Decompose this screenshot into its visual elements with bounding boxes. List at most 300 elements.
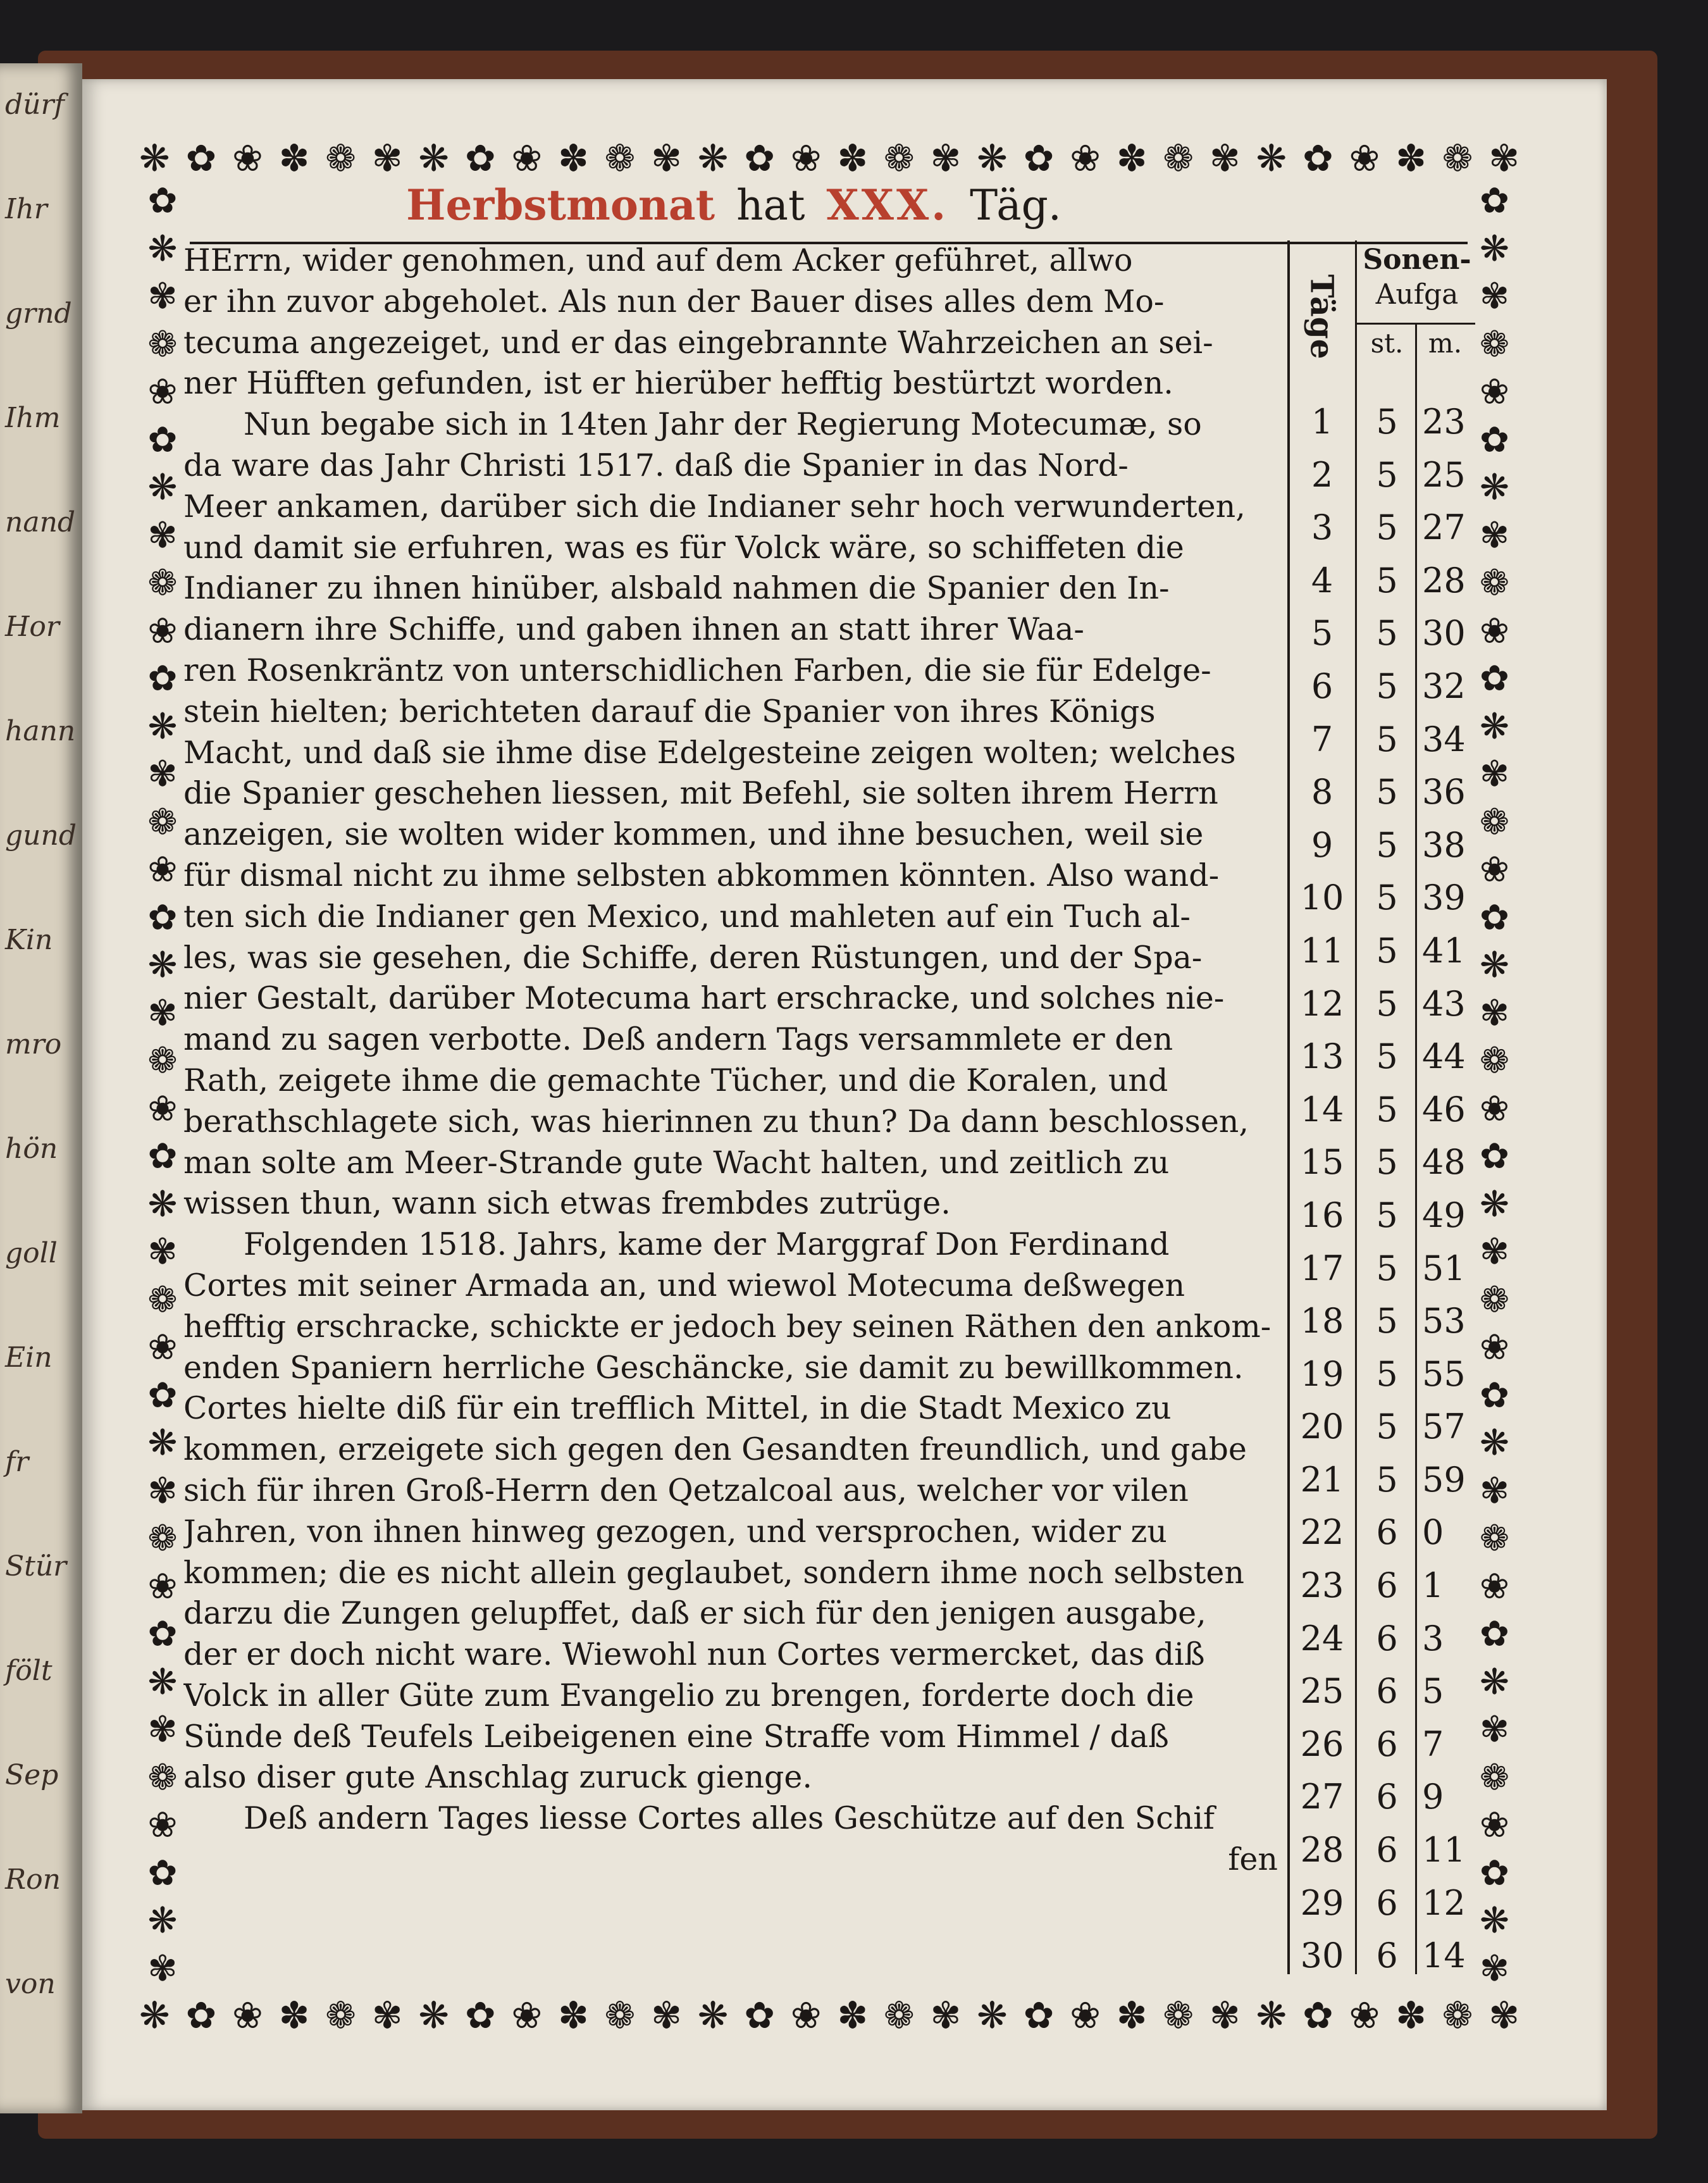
ornament-glyph: ❁	[1480, 323, 1509, 365]
ornament-glyph: ✾	[371, 1994, 402, 2037]
minute-cell: 23	[1422, 402, 1466, 442]
ornament-glyph: ❋	[1480, 1900, 1509, 1941]
ornament-glyph: ✾	[1480, 514, 1509, 556]
sunrise-table	[1290, 395, 1480, 1982]
table-row	[1290, 501, 1480, 554]
ornament-glyph: ✾	[930, 1994, 960, 2037]
ornament-glyph: ✿	[185, 1994, 216, 2037]
page-header	[190, 180, 1278, 244]
margin-note: Sep	[5, 1759, 59, 1791]
table-row	[1290, 819, 1480, 872]
minute-cell: 38	[1422, 824, 1466, 865]
ornament-glyph: ❁	[884, 137, 913, 180]
hour-cell: 5	[1376, 1195, 1398, 1235]
ornament-glyph: ❋	[147, 1422, 178, 1464]
minute-cell: 14	[1422, 1936, 1466, 1976]
ornament-glyph: ❀	[1349, 1994, 1379, 2037]
minute-cell: 43	[1422, 983, 1466, 1024]
text-line: Nun begabe sich in 14ten Jahr der Regierung Motecumæ, so	[244, 406, 1202, 443]
day-cell: 1	[1311, 402, 1334, 442]
ornament-glyph: ❀	[147, 1805, 178, 1846]
margin-note: fölt	[5, 1655, 53, 1687]
hour-column-label: st.	[1370, 328, 1404, 359]
minute-cell: 1	[1422, 1565, 1444, 1606]
day-cell: 10	[1300, 878, 1344, 918]
ornament-glyph: ❋	[1480, 706, 1509, 747]
minute-cell: 32	[1422, 666, 1466, 706]
text-line: man solte am Meer-Strande gute Wacht halten, und zeitlich zu	[183, 1144, 1170, 1181]
text-line: Sünde deß Teufels Leibeigenen eine Straffe vom Himmel / daß	[183, 1718, 1169, 1755]
text-line: wissen thun, wann sich etwas frembdes zutrüge.	[183, 1185, 951, 1222]
ornament-glyph: ❁	[884, 1994, 913, 2037]
day-cell: 24	[1300, 1618, 1344, 1658]
table-row	[1290, 1612, 1480, 1665]
hour-cell: 5	[1376, 824, 1398, 865]
day-cell: 2	[1311, 454, 1334, 495]
text-line: anzeigen, sie wolten wider kommen, und ihne besuchen, weil sie	[183, 816, 1204, 853]
hour-cell: 6	[1376, 1512, 1398, 1553]
margin-note: goll	[5, 1237, 58, 1269]
hour-cell: 5	[1376, 666, 1398, 706]
day-cell: 17	[1300, 1248, 1344, 1288]
ornament-glyph: ❋	[418, 137, 448, 180]
day-cell: 7	[1311, 719, 1334, 759]
text-line: ren Rosenkräntz von unterschidlichen Farben, die sie für Edelge-	[183, 652, 1211, 688]
day-cell: 26	[1300, 1724, 1344, 1764]
day-cell: 13	[1300, 1036, 1344, 1077]
ornament-glyph: ✽	[837, 137, 867, 180]
ornament-glyph: ❁	[1163, 1994, 1192, 2037]
ornament-glyph: ❁	[325, 1994, 355, 2037]
ornament-glyph: ❀	[511, 1994, 541, 2037]
ornament-glyph: ❋	[1480, 945, 1509, 986]
text-line: nier Gestalt, darüber Motecuma hart erschracke, und solches nie-	[183, 980, 1225, 1017]
text-line: und damit sie erfuhren, was es für Volck wäre, so schiffeten die	[183, 529, 1184, 566]
ornament-glyph: ❀	[147, 1327, 178, 1368]
table-row	[1290, 660, 1480, 713]
ornament-glyph: ✿	[147, 897, 178, 938]
ornament-glyph: ✿	[147, 419, 178, 461]
ornament-glyph: ✿	[1480, 1374, 1509, 1416]
table-row	[1290, 1136, 1480, 1189]
ornament-glyph: ✾	[930, 137, 960, 180]
ornament-glyph: ✽	[1116, 1994, 1146, 2037]
minute-cell: 9	[1422, 1777, 1444, 1817]
previous-page-edge	[0, 63, 82, 2113]
table-row	[1290, 978, 1480, 1031]
ornament-glyph: ✿	[1303, 137, 1332, 180]
minute-cell: 46	[1422, 1089, 1466, 1129]
text-line: darzu die Zungen gelupffet, daß er sich für den jenigen ausgabe,	[183, 1595, 1206, 1632]
ornament-glyph: ✿	[1480, 1614, 1509, 1655]
hour-cell: 5	[1376, 1142, 1398, 1183]
margin-note: Ihm	[5, 402, 61, 434]
margin-note: hann	[5, 715, 76, 747]
minute-column-label: m.	[1428, 328, 1463, 359]
hour-cell: 6	[1376, 1882, 1398, 1923]
ornament-glyph: ❋	[147, 1661, 178, 1703]
ornament-glyph: ✿	[1023, 137, 1053, 180]
minute-cell: 27	[1422, 507, 1466, 548]
ornament-glyph: ✾	[147, 754, 178, 795]
day-cell: 18	[1300, 1301, 1344, 1341]
ornament-glyph: ✿	[1480, 658, 1509, 699]
text-line: für dismal nicht zu ihme selbsten abkommen könnten. Also wand-	[183, 857, 1220, 893]
hour-cell: 5	[1376, 1353, 1398, 1394]
hour-cell: 5	[1376, 878, 1398, 918]
minute-cell: 55	[1422, 1353, 1466, 1394]
table-row	[1290, 1770, 1480, 1824]
ornament-glyph: ✾	[651, 137, 681, 180]
ornament-glyph: ✿	[147, 1374, 178, 1416]
text-line: tecuma angezeiget, und er das eingebrannte Wahrzeichen an sei-	[183, 324, 1213, 361]
margin-note: Ein	[5, 1341, 53, 1374]
ornament-glyph: ❁	[1442, 137, 1472, 180]
text-line: hefftig erschracke, schickte er jedoch bey seinen Räthen den ankom-	[183, 1308, 1272, 1345]
text-line: sich für ihren Groß-Herrn den Qetzalcoal aus, welcher vor vilen	[183, 1472, 1189, 1508]
table-row	[1290, 1242, 1480, 1295]
ornament-glyph: ✾	[1488, 1994, 1518, 2037]
minute-cell: 28	[1422, 560, 1466, 600]
day-cell: 22	[1300, 1512, 1344, 1553]
day-cell: 20	[1300, 1407, 1344, 1447]
ornament-glyph: ❋	[1480, 1183, 1509, 1225]
ornament-glyph: ✾	[1480, 276, 1509, 317]
hour-cell: 5	[1376, 1248, 1398, 1288]
day-cell: 8	[1311, 772, 1334, 812]
table-row	[1290, 1824, 1480, 1877]
ornament-glyph: ❋	[1256, 1994, 1286, 2037]
table-row	[1290, 1665, 1480, 1718]
minute-cell: 25	[1422, 454, 1466, 495]
ornament-glyph: ❋	[977, 137, 1006, 180]
table-row	[1290, 1083, 1480, 1136]
minute-cell: 7	[1422, 1724, 1444, 1764]
day-column-label: Täge	[1303, 273, 1341, 359]
ornament-glyph: ✾	[371, 137, 402, 180]
ornament-glyph: ❋	[697, 1994, 727, 2037]
minute-cell: 51	[1422, 1248, 1466, 1288]
minute-cell: 49	[1422, 1195, 1466, 1235]
text-line: fen	[1228, 1841, 1278, 1878]
table-row	[1290, 554, 1480, 607]
minute-cell: 12	[1422, 1882, 1466, 1923]
hour-cell: 5	[1376, 1301, 1398, 1341]
ornament-glyph: ❋	[1480, 228, 1509, 270]
day-cell: 4	[1311, 560, 1334, 600]
ornament-glyph: ✾	[147, 1709, 178, 1750]
table-row	[1290, 1189, 1480, 1242]
text-line: mand zu sagen verbotte. Deß andern Tags versammlete er den	[183, 1021, 1173, 1058]
ornament-glyph: ❀	[790, 137, 820, 180]
ornament-glyph: ✽	[1395, 1994, 1425, 2037]
day-cell: 19	[1300, 1353, 1344, 1394]
ornament-border-left	[140, 180, 185, 1989]
ornament-glyph: ✽	[278, 137, 309, 180]
ornament-glyph: ❁	[1480, 1757, 1509, 1798]
day-cell: 5	[1311, 613, 1334, 654]
minute-cell: 34	[1422, 719, 1466, 759]
ornament-border-bottom	[139, 1993, 1518, 2037]
ornament-glyph: ✾	[1209, 137, 1239, 180]
ornament-glyph: ❀	[1480, 610, 1509, 652]
ornament-glyph: ❁	[1480, 801, 1509, 843]
ornament-glyph: ❀	[1349, 137, 1379, 180]
margin-note: nand	[5, 506, 76, 538]
table-row	[1290, 449, 1480, 502]
text-line: Meer ankamen, darüber sich die Indianer sehr hoch verwunderten,	[183, 488, 1246, 525]
ornament-glyph: ❀	[511, 137, 541, 180]
table-rule	[1287, 240, 1290, 1974]
hour-cell: 6	[1376, 1671, 1398, 1712]
ornament-glyph: ❀	[147, 610, 178, 652]
ornament-glyph: ❀	[1480, 1565, 1509, 1607]
ornament-glyph: ✾	[147, 992, 178, 1034]
day-cell: 30	[1300, 1936, 1344, 1976]
hour-cell: 5	[1376, 1036, 1398, 1077]
ornament-glyph: ❀	[147, 1088, 178, 1129]
ornament-glyph: ❀	[232, 1994, 262, 2037]
ornament-glyph: ❀	[1480, 371, 1509, 413]
text-line: kommen; die es nicht allein geglaubet, sondern ihme noch selbsten	[183, 1554, 1244, 1591]
margin-note: dürf	[5, 89, 65, 121]
ornament-glyph: ❋	[139, 1994, 169, 2037]
days-count-roman: XXX.	[826, 180, 949, 230]
ornament-glyph: ✿	[1480, 419, 1509, 461]
day-cell: 23	[1300, 1565, 1344, 1606]
minute-cell: 0	[1422, 1512, 1444, 1553]
day-column-header	[1290, 253, 1354, 380]
text-line: ner Hüfften gefunden, ist er hierüber hefftig bestürtzt worden.	[183, 365, 1173, 402]
margin-note: grnd	[5, 297, 72, 330]
hour-cell: 6	[1376, 1565, 1398, 1606]
text-line: enden Spaniern herrliche Geschäncke, sie damit zu bewillkommen.	[183, 1349, 1244, 1386]
day-cell: 29	[1300, 1882, 1344, 1923]
hour-cell: 5	[1376, 983, 1398, 1024]
day-cell: 21	[1300, 1459, 1344, 1500]
ornament-glyph: ✽	[1116, 137, 1146, 180]
text-line: Jahren, von ihnen hinweg gezogen, und versprochen, wider zu	[183, 1513, 1167, 1550]
ornament-glyph: ❋	[1480, 467, 1509, 508]
margin-note: mro	[5, 1028, 62, 1060]
table-row	[1290, 1295, 1480, 1348]
ornament-glyph: ❁	[147, 1279, 178, 1321]
ornament-glyph: ✾	[147, 1470, 178, 1512]
text-line: der er doch nicht ware. Wiewohl nun Cortes vermercket, das diß	[183, 1636, 1205, 1673]
ornament-glyph: ✾	[1480, 754, 1509, 795]
day-cell: 14	[1300, 1089, 1344, 1129]
margin-note: Ihr	[5, 193, 47, 225]
hour-cell: 6	[1376, 1724, 1398, 1764]
ornament-glyph: ❀	[147, 849, 178, 890]
minute-cell: 39	[1422, 878, 1466, 918]
header-has: hat	[736, 181, 805, 230]
ornament-glyph: ❁	[147, 1040, 178, 1081]
ornament-glyph: ❋	[147, 706, 178, 747]
ornament-glyph: ✿	[185, 137, 216, 180]
ornament-glyph: ❋	[147, 1900, 178, 1941]
minute-cell: 41	[1422, 930, 1466, 971]
ornament-glyph: ✿	[464, 137, 495, 180]
text-line: die Spanier geschehen liessen, mit Befehl, sie solten ihrem Herrn	[183, 775, 1218, 812]
text-line: dianern ihre Schiffe, und gaben ihnen an statt ihrer Waa-	[183, 611, 1084, 648]
ornament-glyph: ❋	[977, 1994, 1006, 2037]
ornament-glyph: ✾	[147, 514, 178, 556]
sunrise-header-line-2: Aufga	[1375, 278, 1459, 311]
table-row	[1290, 607, 1480, 660]
minute-cell: 3	[1422, 1618, 1444, 1658]
hour-cell: 6	[1376, 1936, 1398, 1976]
ornament-border-top	[139, 136, 1518, 180]
ornament-glyph: ✾	[1480, 992, 1509, 1034]
text-line: Deß andern Tages liesse Cortes alles Geschütze auf den Schif	[244, 1800, 1215, 1837]
ornament-glyph: ✾	[1480, 1948, 1509, 1989]
hour-cell: 5	[1376, 454, 1398, 495]
ornament-glyph: ❋	[1480, 1422, 1509, 1464]
ornament-glyph: ❀	[1480, 1088, 1509, 1129]
hour-cell: 5	[1376, 402, 1398, 442]
ornament-glyph: ✿	[147, 180, 178, 221]
ornament-glyph: ❋	[1256, 137, 1286, 180]
ornament-glyph: ❁	[1480, 1040, 1509, 1081]
ornament-glyph: ❁	[147, 563, 178, 604]
table-row	[1290, 1030, 1480, 1083]
minute-cell: 44	[1422, 1036, 1466, 1077]
ornament-glyph: ✽	[1395, 137, 1425, 180]
day-cell: 28	[1300, 1830, 1344, 1870]
day-cell: 9	[1311, 824, 1334, 865]
table-row	[1290, 1877, 1480, 1930]
month-name: Herbstmonat	[406, 180, 715, 230]
minute-cell: 30	[1422, 613, 1466, 654]
ornament-glyph: ❁	[325, 137, 355, 180]
text-line: Folgenden 1518. Jahrs, kame der Marggraf Don Ferdinand	[244, 1226, 1170, 1263]
ornament-glyph: ❁	[604, 1994, 634, 2037]
ornament-glyph: ❀	[790, 1994, 820, 2037]
text-line: HErrn, wider genohmen, und auf dem Acker geführet, allwo	[183, 242, 1133, 278]
minute-cell: 57	[1422, 1407, 1466, 1447]
ornament-glyph: ✿	[1480, 1852, 1509, 1894]
table-row	[1290, 1348, 1480, 1401]
hour-cell: 6	[1376, 1618, 1398, 1658]
text-line: er ihn zuvor abgeholet. Als nun der Bauer dises alles dem Mo-	[183, 283, 1165, 320]
minute-cell: 36	[1422, 772, 1466, 812]
ornament-glyph: ❁	[1442, 1994, 1472, 2037]
ornament-glyph: ❀	[147, 371, 178, 413]
margin-note: hön	[5, 1133, 58, 1165]
text-line: Volck in aller Güte zum Evangelio zu brengen, forderte doch die	[183, 1677, 1194, 1713]
ornament-glyph: ❀	[1480, 1327, 1509, 1368]
table-row	[1290, 924, 1480, 978]
hour-cell: 6	[1376, 1830, 1398, 1870]
ornament-glyph: ❀	[1070, 1994, 1099, 2037]
day-cell: 6	[1311, 666, 1334, 706]
days-word: Täg.	[970, 181, 1061, 230]
ornament-glyph: ✾	[1488, 137, 1518, 180]
ornament-glyph: ✽	[558, 137, 588, 180]
ornament-glyph: ❋	[697, 137, 727, 180]
margin-note: gund	[5, 819, 77, 852]
margin-note: fr	[5, 1446, 29, 1478]
hour-cell: 5	[1376, 930, 1398, 971]
ornament-glyph: ❁	[1480, 1518, 1509, 1559]
ornament-glyph: ✾	[147, 276, 178, 317]
ornament-glyph: ✾	[147, 1948, 178, 1989]
ornament-glyph: ❋	[418, 1994, 448, 2037]
text-line: Cortes hielte diß für ein trefflich Mittel, in die Stadt Mexico zu	[183, 1390, 1172, 1427]
ornament-glyph: ❁	[604, 137, 634, 180]
ornament-glyph: ❁	[1480, 1279, 1509, 1321]
text-line: ten sich die Indianer gen Mexico, und mahleten auf ein Tuch al-	[183, 898, 1191, 935]
hour-cell: 5	[1376, 1407, 1398, 1447]
ornament-glyph: ✿	[147, 658, 178, 699]
body-text	[183, 240, 1284, 1881]
ornament-glyph: ✿	[1480, 897, 1509, 938]
ornament-glyph: ❁	[1480, 563, 1509, 604]
ornament-glyph: ✾	[147, 1231, 178, 1272]
margin-note: Hor	[5, 611, 59, 643]
table-row	[1290, 1506, 1480, 1559]
ornament-glyph: ❀	[232, 137, 262, 180]
ornament-glyph: ✿	[1303, 1994, 1332, 2037]
sunrise-header-line-1: Sonen-	[1363, 244, 1471, 276]
ornament-glyph: ✾	[1480, 1231, 1509, 1272]
ornament-glyph: ✿	[147, 1614, 178, 1655]
ornament-glyph: ❋	[139, 137, 169, 180]
table-row	[1290, 395, 1480, 449]
ornament-glyph: ✿	[1023, 1994, 1053, 2037]
margin-note: Kin	[5, 924, 53, 956]
ornament-glyph: ✽	[837, 1994, 867, 2037]
hour-cell: 5	[1376, 613, 1398, 654]
text-line: kommen, erzeigete sich gegen den Gesandten freundlich, und gabe	[183, 1431, 1247, 1468]
hour-cell: 5	[1376, 1459, 1398, 1500]
minute-cell: 11	[1422, 1830, 1466, 1870]
ornament-glyph: ✿	[744, 137, 774, 180]
ornament-glyph: ✿	[464, 1994, 495, 2037]
ornament-glyph: ❁	[147, 323, 178, 365]
day-cell: 15	[1300, 1142, 1344, 1183]
ornament-glyph: ❋	[1480, 1661, 1509, 1703]
ornament-glyph: ❋	[147, 467, 178, 508]
hour-cell: 5	[1376, 560, 1398, 600]
hour-cell: 5	[1376, 772, 1398, 812]
day-cell: 25	[1300, 1671, 1344, 1712]
day-cell: 27	[1300, 1777, 1344, 1817]
table-rule	[1355, 323, 1475, 325]
minute-cell: 59	[1422, 1459, 1466, 1500]
table-row	[1290, 1453, 1480, 1507]
text-line: berathschlagete sich, was hierinnen zu thun? Da dann beschlossen,	[183, 1103, 1249, 1140]
ornament-glyph: ❁	[147, 1757, 178, 1798]
ornament-glyph: ✾	[1480, 1709, 1509, 1750]
text-line: Rath, zeigete ihme die gemachte Tücher, und die Koralen, und	[183, 1062, 1168, 1098]
text-line: Macht, und daß sie ihme dise Edelgesteine zeigen wolten; welches	[183, 734, 1236, 771]
ornament-glyph: ❀	[1480, 849, 1509, 890]
ornament-glyph: ✿	[147, 1136, 178, 1177]
text-line: da ware das Jahr Christi 1517. daß die Spanier in das Nord-	[183, 447, 1129, 483]
text-line: also diser gute Anschlag zuruck gienge.	[183, 1759, 812, 1796]
minute-cell: 53	[1422, 1301, 1466, 1341]
table-row	[1290, 766, 1480, 819]
day-cell: 3	[1311, 507, 1334, 548]
table-row	[1290, 1929, 1480, 1982]
ornament-glyph: ✿	[1480, 1136, 1509, 1177]
ornament-glyph: ❀	[147, 1565, 178, 1607]
day-cell: 16	[1300, 1195, 1344, 1235]
ornament-glyph: ❀	[1070, 137, 1099, 180]
ornament-glyph: ✽	[558, 1994, 588, 2037]
